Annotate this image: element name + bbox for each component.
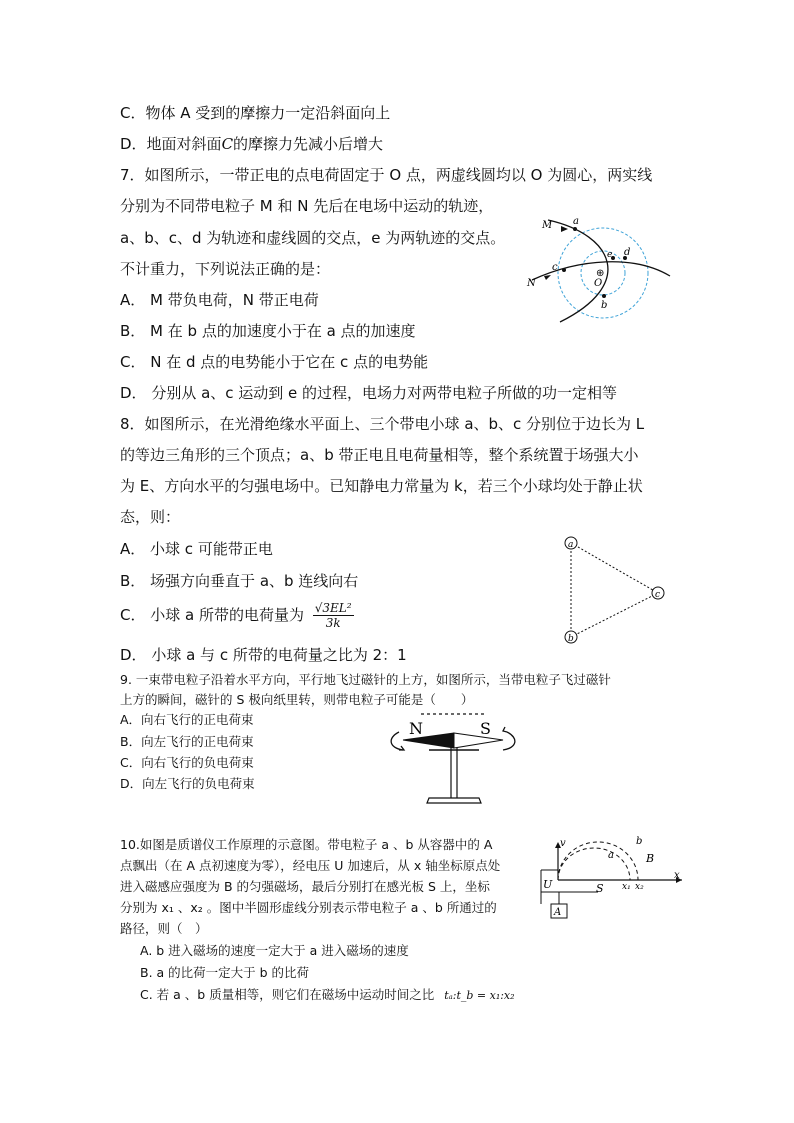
q9-stand-base [427,798,481,803]
q6-option-c: C．物体 A 受到的摩擦力一定沿斜面向上 [120,104,391,122]
q8-fraction-numerator: √3EL² [314,601,352,615]
q10-label-x1: x₁ [622,882,631,892]
q8-fraction-denominator: 3k [325,616,341,630]
q10-option-c [140,986,515,1005]
q8-option-c-text: C． 小球 a 所带的电荷量为 [120,606,304,624]
q9-option-b: B．向左飞行的正电荷束 [120,734,254,749]
q9-rotation-arrow-right [503,732,515,750]
q7-positive-charge: ⊕ [596,268,605,279]
q7-option-b: B． M 在 b 点的加速度小于在 a 点的加速度 [120,322,416,340]
q10-stem-line4: 分别为 x₁ 、x₂ 。图中半圆形虚线分别表示带电粒子 a 、b 所通过的 [120,900,497,915]
q10-stem-line3: 进入磁感应强度为 B 的匀强磁场，最后分别打在感光板 S 上，坐标 [120,879,490,894]
q10-stem-line1: 10.如图是质谱仪工作原理的示意图。带电粒子 a 、b 从容器中的 A [120,837,493,852]
q7-stem-line1: 7．如图所示，一带正电的点电荷固定于 O 点，两虚线圆均以 O 为圆心，两实线 [120,166,653,184]
q10-path-a [558,848,630,880]
q10-label-v: v [560,838,566,849]
q6-option-d-var: C [221,135,234,153]
q7-label-o: O [594,278,603,289]
q10-label-s: S [596,882,604,895]
q10-label-field-b: B [646,852,655,865]
q10-time-ratio-formula: tₐ:t_b = x₁:x₂ [444,989,515,1002]
q7-stem-line3: a、b、c、d 为轨迹和虚线圆的交点，e 为两轨迹的交点。 [120,229,506,247]
q6-option-d-post: 的摩擦力先减小后增大 [233,135,384,153]
q9-stem-line2: 上方的瞬间，磁针的 S 极向纸里转，则带电粒子可能是（ ） [120,692,474,707]
q9-option-a: A．向右飞行的正电荷束 [120,712,254,727]
q8-stem-line4: 态，则： [120,508,181,526]
q10-option-a: A. b 进入磁场的速度一定大于 a 进入磁场的速度 [140,943,409,958]
q8-side-cb [571,593,658,637]
q8-figure [560,533,670,645]
q9-figure [385,712,521,806]
q10-stem-line5: 路径，则（ ） [120,921,208,936]
q9-needle-south [454,733,503,748]
q6-option-d [120,134,383,154]
q7-option-c: C． N 在 d 点的电势能小于它在 c 点的电势能 [120,353,429,371]
q10-option-c-text: C. 若 a 、b 质量相等，则它们在磁场中运动时间之比 [140,987,435,1002]
q7-stem-line4: 不计重力，下列说法正确的是： [120,260,331,278]
q7-label-m: M [542,220,553,231]
q10-label-b: b [636,836,643,847]
q7-option-a: A． M 带负电荷，N 带正电荷 [120,291,319,309]
q8-stem-line3: 为 E、方向水平的匀强电场中。已知静电力常量为 k，若三个小球均处于静止状 [120,477,643,495]
q9-option-c: C．向右飞行的负电荷束 [120,755,254,770]
q7-point-b [602,294,606,298]
q7-option-d: D． 分别从 a、c 运动到 e 的过程，电场力对两带电粒子所做的功一定相等 [120,384,618,402]
q7-label-n: N [527,278,536,289]
q9-label-n: N [409,719,423,738]
q10-stem-line2: 点飘出（在 A 点初速度为零），经电压 U 加速后，从 x 轴坐标原点处 [120,858,501,873]
q7-label-c: c [552,262,558,273]
q8-charge-fraction [313,601,354,630]
q8-stem-line1: 8．如图所示，在光滑绝缘水平面上、三个带电小球 a、b、c 分别位于边长为 L [120,415,645,433]
q8-side-ac [571,543,658,593]
q10-label-x: x [674,870,680,881]
q9-stem-line1: 9. 一束带电粒子沿着水平方向，平行地飞过磁针的上方，如图所示，当带电粒子飞过磁针 [120,672,611,687]
q9-option-d: D．向左飞行的负电荷束 [120,776,255,791]
q7-point-c [562,268,566,272]
q10-figure [538,834,686,924]
q8-label-b: b [568,634,574,644]
q7-arrow-n [544,275,551,280]
q10-label-u: U [543,878,553,891]
q10-label-x2: x₂ [635,882,644,892]
q10-label-container: A [554,907,562,918]
q8-label-a: a [568,540,574,550]
q8-option-b: B． 场强方向垂直于 a、b 连线向右 [120,572,359,590]
q7-label-e: e [607,250,613,260]
q7-arrow-m [561,226,568,232]
q7-label-d: d [624,247,631,258]
q7-label-b: b [601,300,608,311]
q9-label-s: S [480,719,491,738]
q7-point-a [573,227,577,231]
q8-option-a: A． 小球 c 可能带正电 [120,540,273,558]
q8-label-c: c [655,590,661,600]
q7-figure [520,210,680,328]
q8-option-c [120,601,354,630]
q7-stem-line2: 分别为不同带电粒子 M 和 N 先后在电场中运动的轨迹， [120,197,494,215]
q10-option-b: B. a 的比荷一定大于 b 的比荷 [140,965,310,980]
q8-option-d: D． 小球 a 与 c 所带的电荷量之比为 2：1 [120,646,407,664]
q10-label-a: a [608,850,614,861]
q6-option-d-pre: D．地面对斜面 [120,135,222,153]
q7-label-a: a [573,216,579,227]
q8-stem-line2: 的等边三角形的三个顶点；a、b 带正电且电荷量相等，整个系统置于场强大小 [120,446,639,464]
